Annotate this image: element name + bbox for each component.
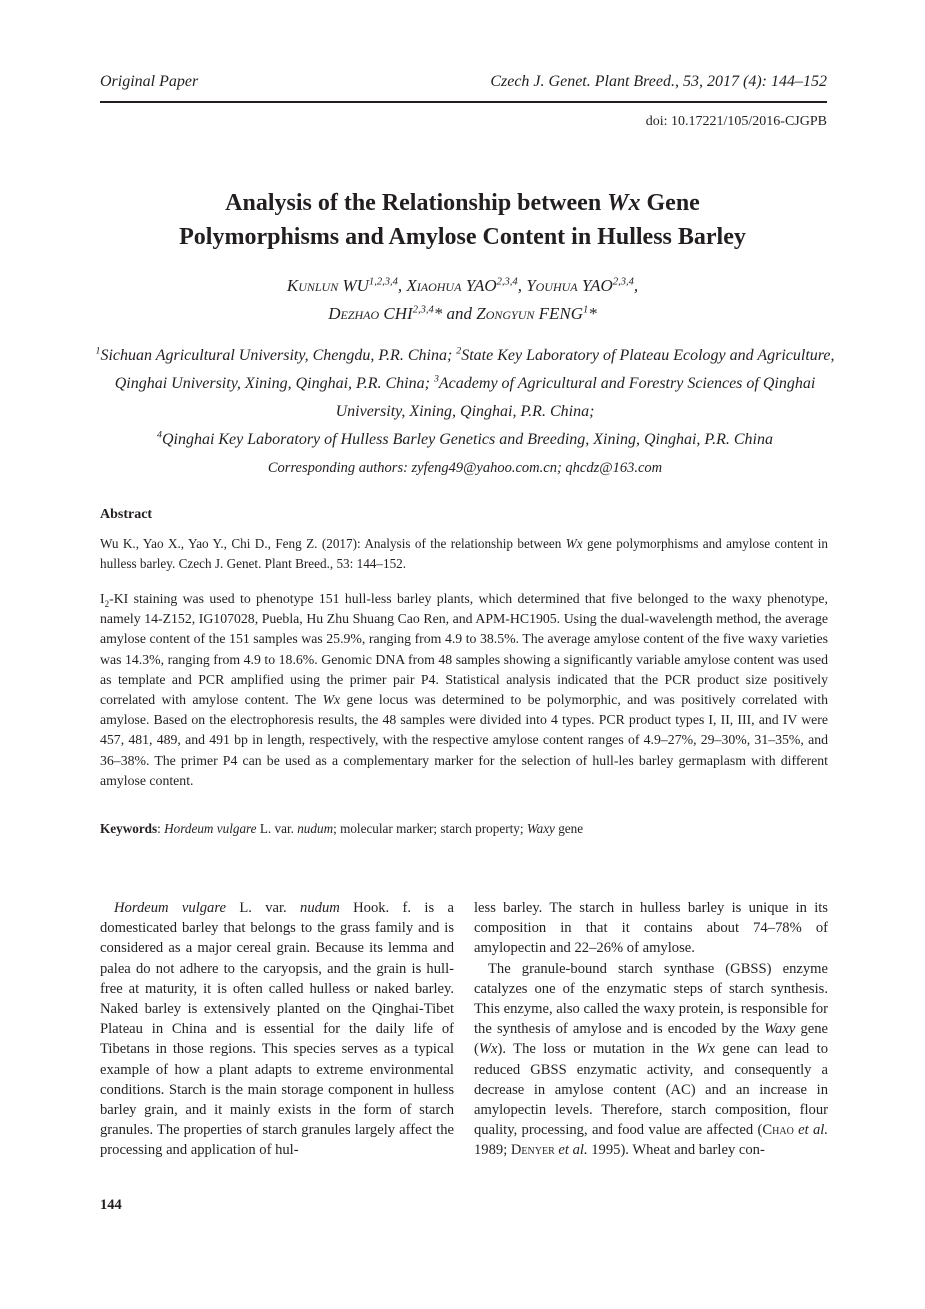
keywords-label: Keywords — [100, 821, 158, 836]
paragraph: Hordeum vulgare L. var. nudum Hook. f. is a domesticated barley that belongs to the grass family and is considered as a major cereal grain. Because its lemma and palea do not adhere to the caryopsis, and the grain is hull-free at maturity, it is often called hulless or naked barley. Naked barley is extensively planted on the Qinghai-Tibet Plateau in China and is essential for the daily life of Tibetans in those regions. This species serves as a typical example of how a plant adapts to extreme environmental conditions. Starch is the main storage component in hulless barley grain, and it mainly exists in the form of starch granules. The properties of starch granules largely affect the processing and application of hul- — [100, 900, 454, 1159]
authors-line-1: Kunlun WU$^{1,2,3,4}$, Xiaohua YAO$^{2,3,4}$, Youhua YAO$^{2,3,4}$, — [286, 276, 639, 295]
body-column-right — [474, 898, 828, 1161]
article-title — [0, 186, 925, 254]
body-column-left — [100, 898, 454, 1161]
abstract-heading: Abstract — [100, 507, 153, 522]
author-list — [0, 272, 925, 328]
page-number: 144 — [100, 1197, 122, 1213]
header-rule — [100, 101, 827, 103]
abstract-citation: Wu K., Yao X., Yao Y., Chi D., Feng Z. (2017): Analysis of the relationship between Wx gene polymorphisms and amylose content in hulless barley. Czech J. Genet. Plant Breed., 53: 144–152. — [100, 536, 828, 571]
author: Xiaohua YAO$^{2,3,4}$ — [406, 276, 518, 295]
title-text: Gene — [640, 190, 700, 216]
doi: doi: 10.17221/105/2016-CJGPB — [645, 114, 827, 129]
title-line-1 — [0, 186, 925, 220]
corresponding-authors: Corresponding authors: zyfeng49@yahoo.com.cn; qhcdz@163.com — [267, 460, 663, 476]
keywords: Keywords: Hordeum vulgare L. var. nudum; molecular marker; starch property; Waxy gene — [100, 821, 584, 836]
author: Dezhao CHI$^{2,3,4}$* — [328, 304, 443, 323]
title-gene-name: Wx — [607, 190, 641, 216]
running-head-section: Original Paper — [100, 73, 199, 90]
authors-line-2: Dezhao CHI$^{2,3,4}$* and Zongyun FENG$^1$* — [328, 304, 597, 323]
paragraph: The granule-bound starch synthase (GBSS) enzyme catalyzes one of the enzymatic steps of starch synthesis. This enzyme, also called the waxy protein, is responsible for the synthesis of amylose and is encoded by the Waxy gene (Wx). The loss or mutation in the Wx gene can lead to reduced GBSS enzymatic activity, and consequently a decrease in amylose content (AC) and an increase in amylopectin levels. Therefore, starch composition, flour quality, processing, and food value are affected (Chao et al. 1989; Denyer et al. 1995). Wheat and barley con- — [474, 960, 828, 1159]
author: Kunlun WU$^{1,2,3,4}$ — [286, 276, 398, 295]
title-line-2: Polymorphisms and Amylose Content in Hulless Barley — [179, 224, 746, 250]
affiliations — [90, 342, 840, 482]
author: Zongyun FENG$^1$* — [476, 304, 597, 323]
author: Youhua YAO$^{2,3,4}$ — [526, 276, 634, 295]
title-text: Analysis of the Relationship between — [225, 190, 608, 216]
abstract-body: $I_2-KI$ staining was used to phenotype 151 hull-less barley plants, which determined that five belonged to the waxy phenotype, namely 14-Z152, IG107028, Puebla, Hu Zhu Shuang Cao Ren, and APM-HC1905. Using the dual-wavelength method, the average amylose content of the 151 samples was 25.9%, ranging from 4.9 to 38.5%. The average amylose content of the five waxy varieties was 14.3%, ranging from 4.9 to 18.6%. Genomic DNA from 48 samples showing a significantly variable amylose content was used as template and PCR amplified using the primer pair P4. Statistical analysis indicated that the PCR product size positively correlated with amylose content. The Wx gene locus was determined to be polymorphic, and was positively correlated with amylose. Based on the electrophoresis results, the 48 samples were divided into 4 types. PCR product types I, II, III, and IV were 457, 481, 489, and 491 bp in length, respectively, with the respective amylose content ranges of 4.9–27%, 29–30%, 31–35%, and 36–38%. The primer P4 can be used as a complementary marker for the selection of hull-les barley germaplasm with different amylose content. — [100, 591, 828, 788]
running-head-journal: Czech J. Genet. Plant Breed., 53, 2017 (4): 144–152 — [490, 73, 827, 90]
affiliation-lines: $^1$Sichuan Agricultural University, Chengdu, P.R. China; $^2$State Key Laboratory of Plateau Ecology and Agriculture, Qinghai University, Xining, Qinghai, P.R. China; $^3$Academy of Agricultural and Forestry Sciences of Qinghai University, Xining, Qinghai, P.R. China; $^4$Qinghai Key Laboratory of Hulless Barley Genetics and Breeding, Xining, Qinghai, P.R. China — [95, 345, 835, 448]
paragraph: less barley. The starch in hulless barley is unique in its composition in that it contains about 74–78% of amylopectin and 22–26% of amylose. — [474, 900, 828, 957]
